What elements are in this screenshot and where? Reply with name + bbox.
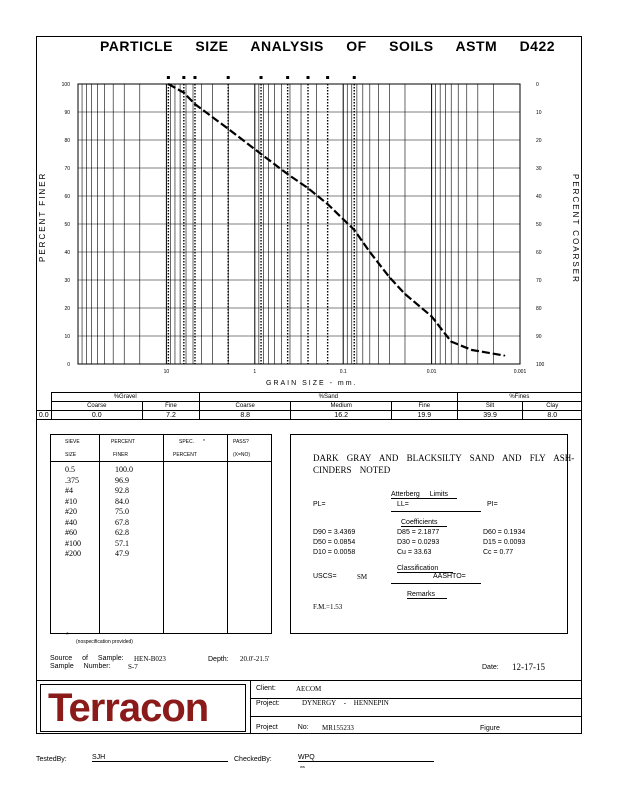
coefficient: D30 = 0.0293 <box>397 539 440 546</box>
data-point <box>227 128 229 130</box>
frac-value: 0.0 <box>51 411 142 420</box>
data-point <box>369 251 371 253</box>
data-point <box>389 276 391 278</box>
material-box <box>290 434 575 634</box>
frac-value: 8.0 <box>523 411 582 420</box>
project-no-label: Project No: <box>256 724 309 731</box>
sieve-subheader: PERCENT <box>173 452 197 458</box>
fm-value: F.M.=1.53 <box>313 603 343 611</box>
pl-label: PL= <box>313 501 326 508</box>
sieve-tick-mark <box>182 76 185 79</box>
right-tick-label: 60 <box>536 250 542 256</box>
frac-subhead: Fine <box>391 402 457 411</box>
sieve-header: SPEC. <box>179 439 195 445</box>
frac-head: %Fines <box>457 393 581 402</box>
sieve-percent-finer: 62.8 <box>115 528 129 537</box>
coefficient: D60 = 0.1934 <box>483 529 526 536</box>
frac-subhead: Silt <box>457 402 523 411</box>
coefficient: D50 = 0.0854 <box>313 539 356 546</box>
data-point <box>287 173 289 175</box>
fractions-table <box>36 392 582 420</box>
data-point <box>471 349 473 351</box>
sieve-header: PERCENT <box>111 439 135 445</box>
left-tick-label: 50 <box>64 222 70 228</box>
left-tick-label: 80 <box>64 138 70 144</box>
sieve-tick-mark <box>307 76 310 79</box>
left-axis-label: PERCENT FINER <box>38 171 47 262</box>
right-tick-label: 90 <box>536 334 542 340</box>
ll-label: LL= <box>397 501 409 508</box>
frac-subhead: Coarse <box>51 402 142 411</box>
sieve-header: SIEVE <box>65 439 80 445</box>
data-point <box>183 92 185 94</box>
sieve-subheader: SIZE <box>65 452 77 458</box>
client-value: AECOM <box>296 685 322 693</box>
description-line1: DARK GRAY AND BLACKSILTY SAND AND FLY ASH- <box>313 453 575 463</box>
right-tick-label: 30 <box>536 166 542 172</box>
title-word: ANALYSIS <box>250 38 324 54</box>
left-tick-label: 90 <box>64 110 70 116</box>
title-word: PARTICLE <box>100 38 173 54</box>
frac-value: 16.2 <box>291 411 391 420</box>
x-tick-label: 0.001 <box>513 369 527 375</box>
left-tick-label: 100 <box>61 82 70 88</box>
sieve-table <box>50 434 272 634</box>
coefficient: D85 = 2.1877 <box>397 529 440 536</box>
sieve-size: #4 <box>65 486 73 495</box>
right-tick-label: 70 <box>536 278 542 284</box>
x-tick-label: 0.1 <box>339 369 347 375</box>
classification-title: Classification <box>397 565 453 573</box>
frac-lead: 0.0 <box>37 411 52 420</box>
sieve-size: #60 <box>65 528 77 537</box>
sample-value: S-7 <box>128 663 138 671</box>
footnote-star: * <box>66 632 69 639</box>
project-no-value: MR155233 <box>322 724 354 732</box>
frac-value: 7.2 <box>142 411 199 420</box>
sieve-size: #100 <box>65 538 81 548</box>
data-point <box>307 187 309 189</box>
left-tick-label: 30 <box>64 278 70 284</box>
coefficient: D10 = 0.0058 <box>313 549 356 556</box>
left-tick-label: 0 <box>67 362 70 368</box>
frac-subhead: Clay <box>523 402 582 411</box>
sieve-header: * <box>203 439 205 445</box>
uscs-label: USCS= <box>313 573 337 580</box>
sieve-tick-mark <box>353 76 356 79</box>
sieve-percent-finer: 57.1 <box>115 538 129 548</box>
right-axis-label: PERCENT COARSER <box>571 174 580 284</box>
sieve-header: PASS? <box>233 439 249 445</box>
sieve-size: 0.5 <box>65 465 75 474</box>
sieve-percent-finer: 100.0 <box>115 465 133 474</box>
sieve-tick-mark <box>167 76 170 79</box>
right-tick-label: 40 <box>536 194 542 200</box>
title-word: SOILS <box>389 38 434 54</box>
x-tick-label: 0.01 <box>426 369 437 375</box>
footnote: (nospecification provided) <box>76 639 133 645</box>
data-point <box>168 83 170 85</box>
uscs-value: SM <box>357 573 368 581</box>
x-tick-label: 1 <box>253 369 257 375</box>
sieve-subheader: FINER <box>113 452 128 458</box>
pi-label: PI= <box>487 501 498 508</box>
x-tick-label: 10 <box>163 369 170 375</box>
data-point <box>404 293 406 295</box>
coefficients-title: Coefficients <box>401 519 447 527</box>
sieve-tick-mark <box>286 76 289 79</box>
frac-value: 8.8 <box>199 411 290 420</box>
tested-by-label: TestedBy: <box>36 756 67 763</box>
sieve-percent-finer: 84.0 <box>115 496 129 506</box>
terracon-logo: Terracon <box>48 686 209 730</box>
frac-subhead: Coarse <box>199 402 290 411</box>
figure-label: Figure <box>480 725 500 732</box>
sieve-tick-mark <box>326 76 329 79</box>
date-label: Date: <box>482 664 499 671</box>
atterberg-title: Atterberg Limits <box>391 491 457 499</box>
sieve-size: .375 <box>65 475 79 485</box>
sieve-percent-finer: 67.8 <box>115 517 129 527</box>
project-label: Project: <box>256 700 280 707</box>
frac-value: 19.9 <box>391 411 457 420</box>
coefficient: D90 = 3.4369 <box>313 529 356 536</box>
frac-value: 39.9 <box>457 411 523 420</box>
data-point <box>431 316 433 318</box>
coefficient: Cc = 0.77 <box>483 549 514 556</box>
right-tick-label: 80 <box>536 306 542 312</box>
frac-subhead: Medium <box>291 402 391 411</box>
title-word: OF <box>346 38 367 54</box>
sieve-percent-finer: 75.0 <box>115 507 129 516</box>
sieve-size: #200 <box>65 549 81 558</box>
frac-subhead: Fine <box>142 402 199 411</box>
data-point <box>504 355 506 357</box>
data-point <box>260 153 262 155</box>
sieve-tick-mark <box>227 76 230 79</box>
data-point <box>327 203 329 205</box>
sieve-percent-finer: 96.9 <box>115 475 129 485</box>
checked-by-label: CheckedBy: <box>234 756 272 763</box>
data-point <box>450 341 452 343</box>
checked-by-sub: ws <box>300 764 305 769</box>
left-tick-label: 60 <box>64 194 70 200</box>
title-word: SIZE <box>195 38 229 54</box>
client-label: Client: <box>256 685 276 692</box>
right-tick-label: 0 <box>536 82 539 88</box>
coefficient: Cu = 33.63 <box>397 549 432 556</box>
sieve-tick-mark <box>260 76 263 79</box>
sieve-subheader: (X=NO) <box>233 452 251 458</box>
left-tick-label: 10 <box>64 334 70 340</box>
sieve-size: #40 <box>65 517 77 527</box>
left-tick-label: 20 <box>64 306 70 312</box>
source-value: HEN-B023 <box>134 655 166 663</box>
right-tick-label: 10 <box>536 110 542 116</box>
left-tick-label: 70 <box>64 166 70 172</box>
title-word: D422 <box>519 38 556 54</box>
depth-value: 20.0'-21.5' <box>240 655 270 663</box>
source-label: Source of Sample: <box>50 655 124 662</box>
aashto-label: AASHTO= <box>433 573 466 580</box>
right-tick-label: 100 <box>536 362 545 368</box>
project-value: DYNERGY - HENNEPIN <box>302 699 389 707</box>
gradation-curve <box>168 84 504 356</box>
left-tick-label: 40 <box>64 250 70 256</box>
right-tick-label: 20 <box>536 138 542 144</box>
frac-head: %Gravel <box>51 393 199 402</box>
sample-label: Sample Number: <box>50 663 111 670</box>
x-axis-label: GRAIN SIZE - mm. <box>266 380 358 387</box>
data-point <box>194 103 196 105</box>
description-line2: CINDERS NOTED <box>313 465 391 475</box>
remarks-title: Remarks <box>407 591 447 599</box>
right-tick-label: 50 <box>536 222 542 228</box>
sieve-percent-finer: 92.8 <box>115 486 129 495</box>
sieve-size: #20 <box>65 507 77 516</box>
date-value: 12-17-15 <box>512 662 545 672</box>
sieve-percent-finer: 47.9 <box>115 549 129 558</box>
checked-by-value: WPQ <box>298 754 434 762</box>
sieve-tick-mark <box>193 76 196 79</box>
depth-label: Depth: <box>208 656 229 663</box>
sieve-size: #10 <box>65 496 77 506</box>
data-point <box>353 229 355 231</box>
coefficient: D15 = 0.0093 <box>483 539 526 546</box>
tested-by-value: SJH <box>92 754 228 762</box>
title-word: ASTM <box>455 38 498 54</box>
frac-head: %Sand <box>199 393 457 402</box>
